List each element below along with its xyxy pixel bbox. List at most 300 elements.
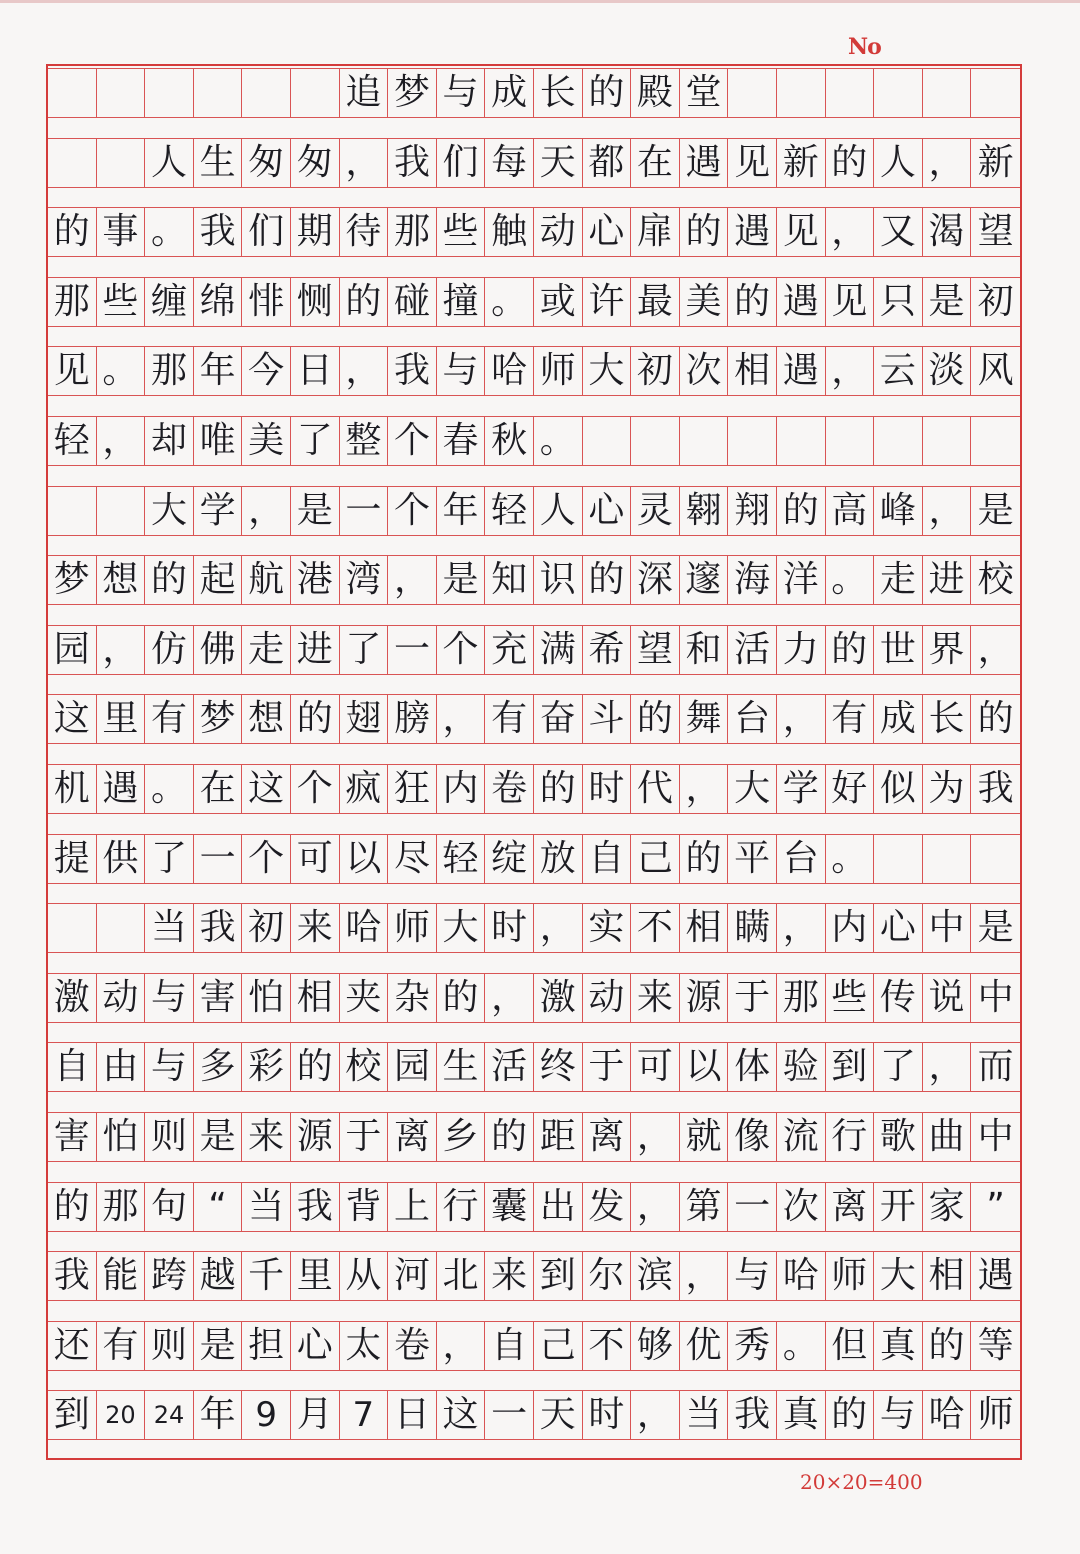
grid-cell: 夹 — [340, 974, 389, 1022]
grid-cell: 可 — [291, 835, 340, 883]
grid-cell: 体 — [728, 1043, 777, 1091]
grid-cell: 灵 — [631, 487, 680, 535]
grid-cell: 那 — [145, 347, 194, 395]
grid-cell: 以 — [680, 1043, 729, 1091]
grid-cell: 却 — [145, 417, 194, 465]
grid-cell: 这 — [48, 695, 97, 743]
grid-cell: 或 — [534, 278, 583, 326]
grid-cell — [971, 69, 1020, 117]
grid-cell: 尽 — [388, 835, 437, 883]
grid-cell: 就 — [680, 1113, 729, 1161]
grid-cell: 风 — [977, 350, 1014, 392]
grid-cell: ， — [437, 1322, 486, 1370]
grid-cell: 怕 — [242, 974, 291, 1022]
grid-cell: 海 — [728, 556, 777, 604]
grid-cell: 等 — [977, 1324, 1014, 1366]
grid-cell — [48, 139, 97, 187]
grid-cell: ， — [923, 1043, 972, 1091]
grid-cell: 中 — [923, 904, 972, 952]
grid-cell: 。 — [485, 278, 534, 326]
grid-cell: 离 — [583, 1113, 632, 1161]
grid-cell: 都 — [583, 139, 632, 187]
grid-cell: 人 — [534, 487, 583, 535]
grid-cell: 们 — [242, 208, 291, 256]
grid-cell: 力 — [777, 626, 826, 674]
grid-cell: 似 — [874, 765, 923, 813]
grid-cell: 哈 — [340, 904, 389, 952]
grid-cell — [728, 417, 777, 465]
grid-cell: 个 — [437, 626, 486, 674]
grid-cell: 的 — [534, 765, 583, 813]
grid-cell: 北 — [437, 1252, 486, 1300]
grid-cell: 是 — [437, 556, 486, 604]
grid-cell: 春 — [437, 417, 486, 465]
grid-cell: 撞 — [437, 278, 486, 326]
text-row — [48, 903, 1020, 953]
grid-cell: ， — [242, 487, 291, 535]
grid-cell: 平 — [728, 835, 777, 883]
grid-cell: 时 — [583, 1391, 632, 1439]
grid-cell: 翔 — [728, 487, 777, 535]
grid-cell: 奋 — [534, 695, 583, 743]
grid-cell: 从 — [340, 1252, 389, 1300]
grid-cell: 的 — [680, 835, 729, 883]
grid-cell: 绽 — [485, 835, 534, 883]
grid-cell: ， — [923, 139, 972, 187]
grid-cell: 而 — [977, 1046, 1014, 1088]
text-row — [48, 694, 1020, 744]
grid-cell: 于 — [728, 974, 777, 1022]
grid-cell: 开 — [874, 1183, 923, 1231]
grid-cell: 与 — [874, 1391, 923, 1439]
grid-cell: 一 — [728, 1183, 777, 1231]
grid-cell: 第 — [680, 1183, 729, 1231]
grid-cell: 活 — [485, 1043, 534, 1091]
grid-cell: ， — [680, 765, 729, 813]
grid-cell: 唯 — [194, 417, 243, 465]
grid-cell: 说 — [923, 974, 972, 1022]
grid-cell: 相 — [728, 347, 777, 395]
grid-cell — [777, 69, 826, 117]
grid-cell: 太 — [340, 1322, 389, 1370]
grid-cell: 长 — [534, 69, 583, 117]
grid-cell: 望 — [631, 626, 680, 674]
text-row — [48, 486, 1020, 536]
grid-cell: 心 — [583, 487, 632, 535]
grid-cell: 里 — [291, 1252, 340, 1300]
grid-cell: 上 — [388, 1183, 437, 1231]
grid-cell: 是 — [977, 907, 1014, 949]
grid-cell: 大 — [437, 904, 486, 952]
grid-cell: 想 — [242, 695, 291, 743]
grid-cell: 的 — [48, 208, 97, 256]
text-row — [48, 1112, 1020, 1162]
grid-cell: 的 — [680, 208, 729, 256]
grid-cell: 航 — [242, 556, 291, 604]
grid-cell: 湾 — [340, 556, 389, 604]
grid-cell: 卷 — [388, 1322, 437, 1370]
grid-cell: 仿 — [145, 626, 194, 674]
grid-cell: 一 — [485, 1391, 534, 1439]
grid-cell: 囊 — [485, 1183, 534, 1231]
text-row — [48, 1042, 1020, 1092]
grid-cell: 碰 — [388, 278, 437, 326]
grid-cell: 的 — [923, 1322, 972, 1370]
grid-cell: 己 — [631, 835, 680, 883]
grid-cell: 当 — [145, 904, 194, 952]
grid-cell: 验 — [777, 1043, 826, 1091]
grid-cell: 卷 — [485, 765, 534, 813]
grid-cell: 新 — [977, 141, 1014, 183]
grid-cell: 了 — [291, 417, 340, 465]
grid-cell: 缠 — [145, 278, 194, 326]
grid-cell: 狂 — [388, 765, 437, 813]
grid-cell — [48, 904, 97, 952]
grid-cell — [874, 69, 923, 117]
grid-cell: 美 — [680, 278, 729, 326]
grid-cell: 是 — [977, 489, 1014, 531]
grid-cell: 到 — [534, 1252, 583, 1300]
grid-cell: 年 — [194, 347, 243, 395]
grid-cell: 些 — [97, 278, 146, 326]
grid-cell: 内 — [826, 904, 875, 952]
grid-cell: 年 — [194, 1391, 243, 1439]
grid-cell — [923, 69, 972, 117]
grid-cell: 恻 — [291, 278, 340, 326]
grid-cell: 生 — [194, 139, 243, 187]
grid-cell: 自 — [48, 1043, 97, 1091]
grid-cell: 由 — [97, 1043, 146, 1091]
grid-cell: 轻 — [485, 487, 534, 535]
grid-cell: 的 — [485, 1113, 534, 1161]
grid-cell: 的 — [48, 1183, 97, 1231]
grid-cell: 绵 — [194, 278, 243, 326]
grid-cell: 可 — [631, 1043, 680, 1091]
grid-cell: 堂 — [680, 69, 729, 117]
grid-cell: 遇 — [777, 347, 826, 395]
grid-cell: 来 — [485, 1252, 534, 1300]
grid-cell: 心 — [874, 904, 923, 952]
grid-cell: 和 — [680, 626, 729, 674]
grid-cell: 的 — [291, 695, 340, 743]
grid-cell: 能 — [97, 1252, 146, 1300]
grid-cell: 界 — [923, 626, 972, 674]
grid-cell: 遇 — [680, 139, 729, 187]
grid-cell: 的 — [777, 487, 826, 535]
grid-cell: 心 — [291, 1322, 340, 1370]
grid-cell: 了 — [145, 835, 194, 883]
grid-cell: 时 — [583, 765, 632, 813]
grid-cell: 充 — [485, 626, 534, 674]
grid-cell: 只 — [874, 278, 923, 326]
grid-cell: 还 — [48, 1322, 97, 1370]
grid-cell: 中 — [977, 976, 1014, 1018]
grid-cell: 距 — [534, 1113, 583, 1161]
grid-cell: 个 — [291, 765, 340, 813]
grid-cell: ， — [826, 347, 875, 395]
grid-cell: 有 — [826, 695, 875, 743]
grid-cell: 校 — [340, 1043, 389, 1091]
grid-cell: 的 — [437, 974, 486, 1022]
grid-cell: 天 — [534, 1391, 583, 1439]
grid-cell: 多 — [194, 1043, 243, 1091]
grid-cell — [874, 417, 923, 465]
grid-cell: 事 — [97, 208, 146, 256]
grid-cell: 相 — [680, 904, 729, 952]
grid-cell: ， — [631, 1113, 680, 1161]
grid-cell: 我 — [291, 1183, 340, 1231]
grid-cell: 人 — [874, 139, 923, 187]
grid-cell: 梦 — [48, 556, 97, 604]
grid-cell: 像 — [728, 1113, 777, 1161]
grid-cell: 那 — [777, 974, 826, 1022]
grid-cell: 句 — [145, 1183, 194, 1231]
text-row — [48, 1182, 1020, 1232]
grid-cell: 与 — [145, 974, 194, 1022]
grid-cell: 个 — [388, 487, 437, 535]
grid-cell: 我 — [48, 1252, 97, 1300]
grid-cell: 担 — [242, 1322, 291, 1370]
grid-cell: 在 — [631, 139, 680, 187]
grid-cell: 轻 — [48, 417, 97, 465]
grid-cell: 峰 — [874, 487, 923, 535]
grid-cell: 满 — [534, 626, 583, 674]
grid-cell: 行 — [826, 1113, 875, 1161]
grid-cell: 些 — [826, 974, 875, 1022]
grid-cell: 翅 — [340, 695, 389, 743]
grid-cell: 日 — [388, 1391, 437, 1439]
grid-cell: ， — [437, 695, 486, 743]
grid-cell: 校 — [977, 559, 1014, 601]
grid-cell: 是 — [291, 487, 340, 535]
grid-cell: 初 — [631, 347, 680, 395]
grid-cell: 匆 — [291, 139, 340, 187]
grid-cell: 优 — [680, 1322, 729, 1370]
grid-cell: 港 — [291, 556, 340, 604]
grid-cell: 当 — [680, 1391, 729, 1439]
grid-cell: 但 — [826, 1322, 875, 1370]
grid-cell: 斗 — [583, 695, 632, 743]
grid-cell: 我 — [194, 208, 243, 256]
grid-cell: 真 — [874, 1322, 923, 1370]
grid-cell: 期 — [291, 208, 340, 256]
grid-cell: 遇 — [728, 208, 777, 256]
grid-cell: 秀 — [728, 1322, 777, 1370]
grid-cell: 次 — [777, 1183, 826, 1231]
grid-cell: 在 — [194, 765, 243, 813]
grid-cell: ， — [923, 487, 972, 535]
grid-cell: 大 — [583, 347, 632, 395]
grid-cell: 于 — [583, 1043, 632, 1091]
grid-cell: 有 — [97, 1322, 146, 1370]
grid-cell: 这 — [242, 765, 291, 813]
grid-cell: 提 — [48, 835, 97, 883]
grid-cell — [97, 139, 146, 187]
grid-cell: ， — [97, 626, 146, 674]
grid-cell: 遇 — [977, 1255, 1014, 1297]
grid-cell — [631, 417, 680, 465]
grid-cell: 瞒 — [728, 904, 777, 952]
grid-cell: 自 — [583, 835, 632, 883]
grid-cell: 传 — [874, 974, 923, 1022]
grid-cell: 匆 — [242, 139, 291, 187]
grid-cell: 遇 — [777, 278, 826, 326]
grid-cell: 我 — [977, 768, 1014, 809]
grid-cell: 知 — [485, 556, 534, 604]
grid-capacity-label: 20×20=400 — [800, 1470, 923, 1494]
grid-cell: “ — [194, 1183, 243, 1231]
grid-cell: 走 — [242, 626, 291, 674]
grid-cell: 。 — [534, 417, 583, 465]
grid-cell: 发 — [583, 1183, 632, 1231]
grid-cell — [48, 69, 97, 117]
grid-cell: 流 — [777, 1113, 826, 1161]
grid-cell: ， — [340, 347, 389, 395]
grid-cell: 里 — [97, 695, 146, 743]
grid-cell: 内 — [437, 765, 486, 813]
grid-cell: 师 — [388, 904, 437, 952]
grid-cell: 一 — [388, 626, 437, 674]
grid-cell: 希 — [583, 626, 632, 674]
grid-cell — [583, 417, 632, 465]
grid-cell: ， — [340, 139, 389, 187]
grid-cell: 的 — [631, 695, 680, 743]
grid-cell: 有 — [145, 695, 194, 743]
grid-cell: 师 — [826, 1252, 875, 1300]
grid-cell: 深 — [631, 556, 680, 604]
grid-cell — [291, 69, 340, 117]
grid-cell: ， — [97, 417, 146, 465]
grid-cell: 秋 — [485, 417, 534, 465]
grid-cell: 我 — [388, 347, 437, 395]
grid-cell: 来 — [242, 1113, 291, 1161]
grid-cell: 不 — [583, 1322, 632, 1370]
grid-cell — [971, 417, 1020, 465]
text-row — [48, 416, 1020, 466]
grid-cell: 见 — [728, 139, 777, 187]
grid-cell: 不 — [631, 904, 680, 952]
grid-cell: 那 — [97, 1183, 146, 1231]
grid-cell: 见 — [826, 278, 875, 326]
grid-cell: 世 — [874, 626, 923, 674]
grid-cell: ， — [777, 904, 826, 952]
grid-cell — [728, 69, 777, 117]
grid-cell: 是 — [194, 1113, 243, 1161]
grid-cell: 遇 — [97, 765, 146, 813]
grid-cell: 激 — [534, 974, 583, 1022]
grid-cell: 的 — [728, 278, 777, 326]
grid-cell: 害 — [194, 974, 243, 1022]
grid-cell: 了 — [340, 626, 389, 674]
grid-cell: 终 — [534, 1043, 583, 1091]
grid-cell: 佛 — [194, 626, 243, 674]
grid-cell — [145, 69, 194, 117]
grid-cell: 以 — [340, 835, 389, 883]
grid-cell: 许 — [583, 278, 632, 326]
grid-cell: 源 — [291, 1113, 340, 1161]
grid-cell: 够 — [631, 1322, 680, 1370]
grid-cell: 哈 — [777, 1252, 826, 1300]
grid-cell: 相 — [923, 1252, 972, 1300]
grid-cell: 源 — [680, 974, 729, 1022]
grid-cell: 了 — [874, 1043, 923, 1091]
grid-cell: ， — [631, 1391, 680, 1439]
grid-cell: 24 — [145, 1391, 194, 1439]
grid-cell: 跨 — [145, 1252, 194, 1300]
grid-cell: 个 — [242, 835, 291, 883]
grid-cell: 的 — [340, 278, 389, 326]
grid-cell — [97, 904, 146, 952]
grid-cell: 天 — [534, 139, 583, 187]
grid-cell: 最 — [631, 278, 680, 326]
grid-cell: 的 — [826, 626, 875, 674]
grid-cell: 是 — [194, 1322, 243, 1370]
grid-cell: 好 — [826, 765, 875, 813]
grid-cell: 的 — [826, 1391, 875, 1439]
grid-cell: ， — [388, 556, 437, 604]
grid-cell: ， — [977, 628, 1014, 670]
grid-cell: 。 — [97, 347, 146, 395]
grid-cell: 们 — [437, 139, 486, 187]
grid-cell: 激 — [48, 974, 97, 1022]
grid-cell: 师 — [977, 1394, 1014, 1436]
text-row — [48, 834, 1020, 884]
grid-cell: 则 — [145, 1113, 194, 1161]
grid-cell: 来 — [291, 904, 340, 952]
grid-cell: 梦 — [194, 695, 243, 743]
text-row — [48, 555, 1020, 605]
grid-cell: 行 — [437, 1183, 486, 1231]
manuscript-grid — [46, 64, 1022, 1460]
grid-cell: 一 — [340, 487, 389, 535]
grid-cell: 与 — [145, 1043, 194, 1091]
grid-cell: 那 — [48, 278, 97, 326]
grid-cell: 的 — [145, 556, 194, 604]
grid-cell: 的 — [583, 556, 632, 604]
grid-cell: 今 — [242, 347, 291, 395]
grid-cell: 。 — [145, 765, 194, 813]
text-row — [48, 1390, 1020, 1440]
grid-cell: 个 — [388, 417, 437, 465]
grid-cell: 彩 — [242, 1043, 291, 1091]
grid-cell: 背 — [340, 1183, 389, 1231]
grid-cell: 大 — [874, 1252, 923, 1300]
grid-cell: 触 — [485, 208, 534, 256]
grid-cell — [97, 487, 146, 535]
grid-cell: 每 — [485, 139, 534, 187]
grid-cell: 见 — [48, 347, 97, 395]
grid-cell: 的 — [826, 139, 875, 187]
grid-cell: 尔 — [583, 1252, 632, 1300]
grid-cell — [923, 835, 972, 883]
grid-cell: 些 — [437, 208, 486, 256]
grid-cell: ， — [534, 904, 583, 952]
grid-cell: 翱 — [680, 487, 729, 535]
grid-cell: 这 — [437, 1391, 486, 1439]
text-row — [48, 1321, 1020, 1371]
grid-cell: 代 — [631, 765, 680, 813]
grid-cell: 7 — [340, 1391, 389, 1439]
grid-cell: 进 — [291, 626, 340, 674]
grid-cell: 我 — [728, 1391, 777, 1439]
grid-cell: ” — [986, 1185, 1005, 1227]
grid-cell: 识 — [534, 556, 583, 604]
grid-cell: 大 — [728, 765, 777, 813]
page-number-label: No — [848, 34, 881, 60]
grid-cell — [48, 487, 97, 535]
grid-cell: 梦 — [388, 69, 437, 117]
grid-cell: 害 — [48, 1113, 97, 1161]
